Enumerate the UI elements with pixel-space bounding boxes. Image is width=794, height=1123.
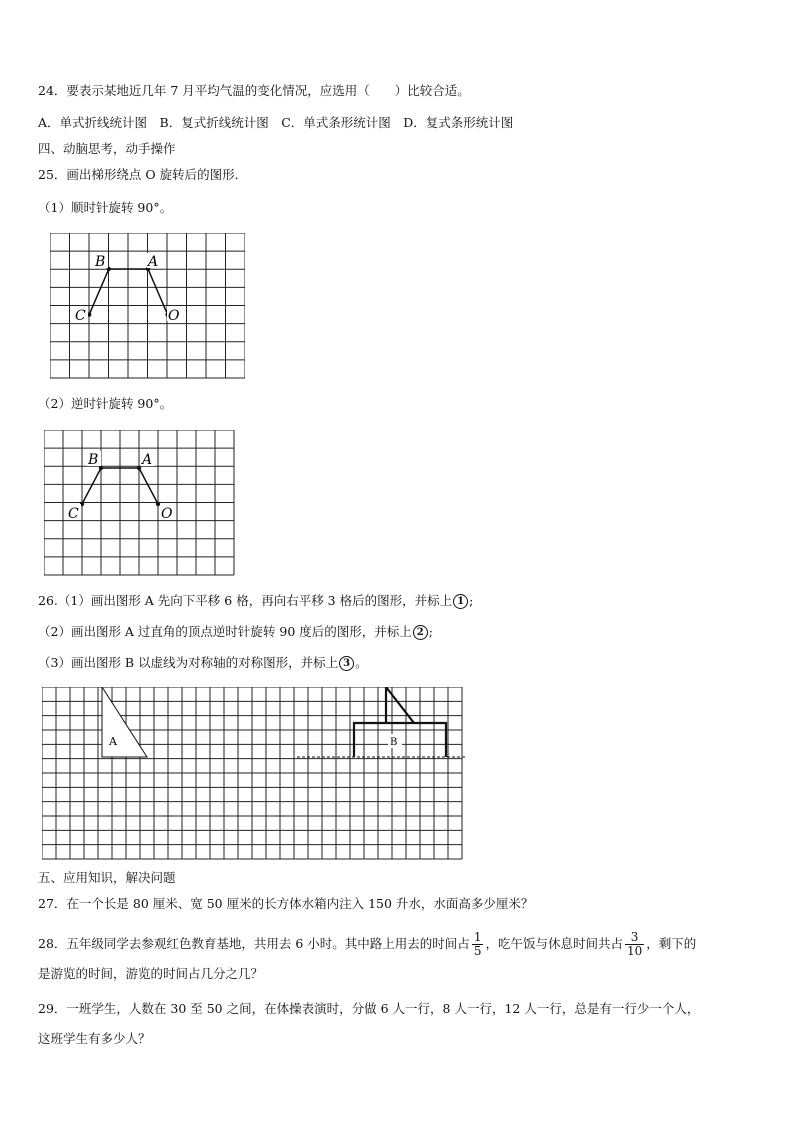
fraction-1-5: $\frac{1}{5}$ xyxy=(473,930,482,958)
shape-a-label: A xyxy=(109,735,117,748)
grid-3 xyxy=(42,687,467,862)
q25-sub1: （1）顺时针旋转 90°。 xyxy=(38,200,173,215)
label-o-2: O xyxy=(161,506,173,522)
shape-b-label: B xyxy=(390,737,398,748)
grid-1 xyxy=(50,233,245,381)
label-o: O xyxy=(168,308,180,324)
label-c: C xyxy=(75,308,86,324)
section4-heading: 四、动脑思考，动手操作 xyxy=(38,141,176,156)
q26-line3: （3）画出图形 B 以虚线为对称轴的对称图形，并标上 3 。 xyxy=(38,655,368,670)
fraction-3-10: $\frac{3}{10}$ xyxy=(626,930,643,958)
q26-line1: 26.（1）画出图形 A 先向下平移 6 格，再向右平移 3 格后的图形，并标上 1 ; xyxy=(38,593,474,608)
mark-1-icon: 1 xyxy=(453,594,468,609)
label-a: A xyxy=(148,254,159,270)
label-a-2: A xyxy=(142,452,153,468)
q28-line1: 28．五年级同学去参观红色教育基地，共用去 6 小时。其中路上用去的时间占 $\frac{1}{5}$ ，吃午饭与休息时间共占 $\frac{3}{10}$ ，剩下的 xyxy=(38,930,697,958)
point-b-2 xyxy=(99,466,103,470)
q24-text: 24．要表示某地近几年 7 月平均气温的变化情况，应选用（ ）比较合适。 xyxy=(38,83,470,98)
point-a-2 xyxy=(137,466,141,470)
label-b: B xyxy=(95,254,106,270)
q28-line2: 是游览的时间，游览的时间占几分之几？ xyxy=(38,966,264,981)
label-b-2: B xyxy=(88,452,99,468)
q29-line2: 这班学生有多少人？ xyxy=(38,1031,151,1046)
q25-text: 25．画出梯形绕点 O 旋转后的图形． xyxy=(38,167,248,182)
mark-2-icon: 2 xyxy=(413,625,428,640)
q24-options: A．单式折线统计图 B．复式折线统计图 C．单式条形统计图 D．复式条形统计图 xyxy=(38,115,514,130)
q27-text: 27．在一个长是 80 厘米、宽 50 厘米的长方体水箱内注入 150 升水，水面高多少厘米？ xyxy=(38,896,534,911)
point-o-2 xyxy=(156,502,160,506)
label-c-2: C xyxy=(68,506,79,522)
q29-line1: 29．一班学生，人数在 30 至 50 之间，在体操表演时，分做 6 人一行，8 人一行，12 人一行，总是有一行少一个人， xyxy=(38,1001,700,1016)
mark-3-icon: 3 xyxy=(339,656,354,671)
grid-2 xyxy=(44,430,239,578)
q25-sub2: （2）逆时针旋转 90°。 xyxy=(38,396,173,411)
q26-line2: （2）画出图形 A 过直角的顶点逆时针旋转 90 度后的图形，并标上 2 ; xyxy=(38,624,433,639)
section5-heading: 五、应用知识，解决问题 xyxy=(38,870,176,885)
